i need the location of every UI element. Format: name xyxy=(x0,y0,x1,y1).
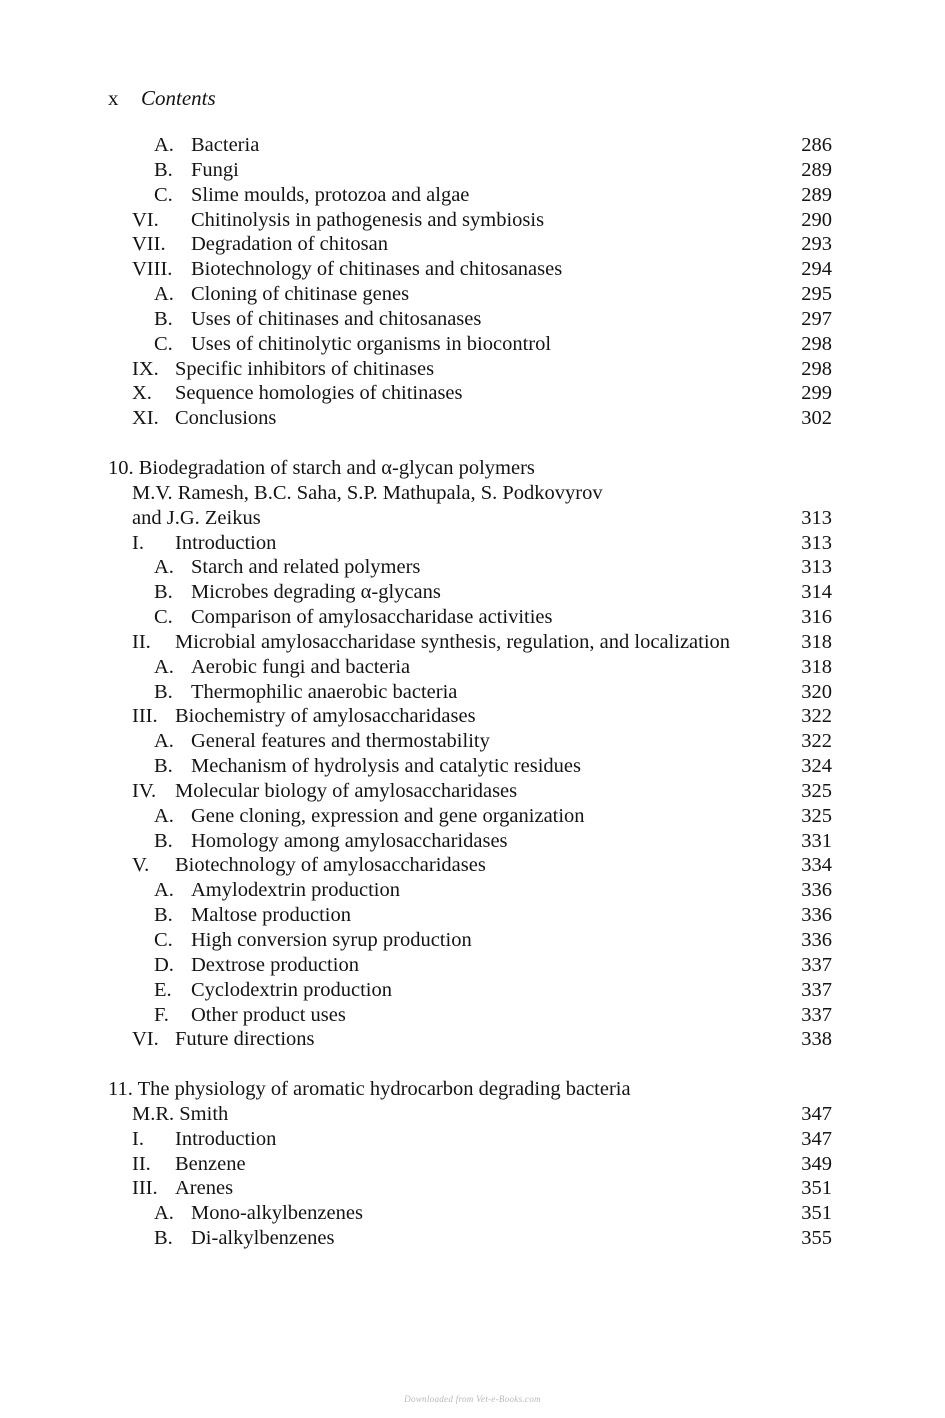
toc-entry xyxy=(108,183,832,208)
toc-entry xyxy=(108,1027,832,1052)
toc-entry xyxy=(108,1003,832,1028)
toc-entry xyxy=(108,1127,832,1152)
entry-page: 298 xyxy=(801,357,832,380)
toc-entry xyxy=(108,680,832,705)
running-header xyxy=(108,84,216,112)
entry-page: 336 xyxy=(801,879,832,902)
entry-title: Homology among amylosaccharidases xyxy=(191,829,508,852)
entry-title: Biochemistry of amylosaccharidases xyxy=(175,705,476,728)
entry-page: 325 xyxy=(801,779,832,802)
entry-title: Gene cloning, expression and gene organization xyxy=(191,804,585,827)
entry-title: Biotechnology of amylosaccharidases xyxy=(175,854,486,877)
entry-label: A. xyxy=(154,879,174,902)
entry-label: C. xyxy=(154,332,173,355)
entry-label: IX. xyxy=(132,357,159,380)
entry-title: Bacteria xyxy=(191,134,260,156)
entry-label: B. xyxy=(154,755,173,778)
entry-label: F. xyxy=(154,1003,169,1026)
entry-page: 320 xyxy=(801,680,832,703)
entry-label: A. xyxy=(154,1202,174,1225)
entry-label: I. xyxy=(132,531,144,554)
entry-page: 347 xyxy=(801,1102,832,1125)
entry-title: Cloning of chitinase genes xyxy=(191,283,410,306)
entry-page: 337 xyxy=(801,978,832,1001)
toc-entry xyxy=(108,829,832,854)
entry-title: General features and thermostability xyxy=(191,730,490,753)
entry-label: B. xyxy=(154,307,173,330)
entry-label: VIII. xyxy=(132,258,173,281)
entry-page: 351 xyxy=(801,1202,832,1225)
entry-page: 313 xyxy=(801,506,832,529)
toc-entry xyxy=(108,232,832,257)
entry-page: 322 xyxy=(801,730,832,753)
chapter-title: 10. Biodegradation of starch and α-glycan polymers xyxy=(108,456,535,479)
entry-label: III. xyxy=(132,705,158,728)
toc-entry xyxy=(108,332,832,357)
entry-page: 297 xyxy=(801,307,832,330)
entry-title: Chitinolysis in pathogenesis and symbiosis xyxy=(191,208,545,231)
toc-entry xyxy=(108,1226,832,1251)
entry-label: A. xyxy=(154,134,174,156)
entry-title: Amylodextrin production xyxy=(191,879,400,902)
toc-entry xyxy=(108,1201,832,1226)
chapter-authors: M.R. Smith 347 xyxy=(132,1102,832,1125)
entry-page: 294 xyxy=(801,258,832,281)
page-number: x xyxy=(108,86,119,110)
toc-entry xyxy=(108,953,832,978)
toc-entry xyxy=(108,605,832,630)
toc-entry xyxy=(108,1152,832,1177)
entry-page: 302 xyxy=(801,407,832,430)
entry-label: B. xyxy=(154,680,173,703)
entry-title: Dextrose production xyxy=(191,953,359,976)
entry-label: E. xyxy=(154,978,172,1001)
toc-entry xyxy=(108,208,832,233)
toc-entry xyxy=(108,133,832,158)
entry-page: 286 xyxy=(801,134,832,156)
entry-page: 316 xyxy=(801,606,832,629)
toc-entry xyxy=(108,406,832,431)
entry-title: High conversion syrup production xyxy=(191,929,472,951)
entry-label: C. xyxy=(154,183,173,206)
toc-entry xyxy=(108,630,832,655)
entry-title: Slime moulds, protozoa and algae xyxy=(191,183,470,206)
entry-label: B. xyxy=(154,1227,173,1250)
toc-entry xyxy=(108,158,832,183)
toc-entry xyxy=(108,779,832,804)
toc-entry xyxy=(108,531,832,556)
toc-entry xyxy=(108,357,832,382)
toc-entry xyxy=(108,804,832,829)
entry-page: 324 xyxy=(801,755,832,778)
entry-title: Cyclodextrin production xyxy=(191,978,392,1001)
entry-label: A. xyxy=(154,804,174,827)
entry-label: I. xyxy=(132,1127,144,1150)
entry-label: A. xyxy=(154,730,174,753)
entry-page: 331 xyxy=(801,829,832,852)
entry-page: 351 xyxy=(801,1177,832,1200)
entry-page: 349 xyxy=(801,1152,832,1175)
toc-entry xyxy=(108,704,832,729)
entry-page: 299 xyxy=(801,382,832,405)
entry-title: Molecular biology of amylosaccharidases xyxy=(175,779,518,802)
entry-title: Mechanism of hydrolysis and catalytic residues xyxy=(191,755,581,778)
entry-page: 298 xyxy=(801,332,832,355)
entry-page: 295 xyxy=(801,283,832,306)
entry-title: Specific inhibitors of chitinases xyxy=(175,357,435,380)
entry-label: II. xyxy=(132,1152,151,1175)
entry-page: 337 xyxy=(801,953,832,976)
toc-entry xyxy=(108,580,832,605)
entry-title: Introduction xyxy=(175,1127,277,1150)
entry-title: Thermophilic anaerobic bacteria xyxy=(191,680,458,703)
chapter-authors: and J.G. Zeikus 313 xyxy=(132,506,832,529)
entry-title: Arenes xyxy=(175,1177,234,1200)
entry-title: Microbes degrading α-glycans xyxy=(191,581,441,604)
entry-page: 334 xyxy=(801,854,832,877)
toc-entry xyxy=(108,257,832,282)
entry-title: Uses of chitinases and chitosanases xyxy=(191,307,482,330)
entry-page: 318 xyxy=(801,655,832,678)
toc-entry xyxy=(108,1176,832,1201)
entry-title: Uses of chitinolytic organisms in biocontrol xyxy=(191,332,552,355)
entry-page: 338 xyxy=(801,1028,832,1051)
entry-title: Degradation of chitosan xyxy=(191,233,388,256)
entry-label: VII. xyxy=(132,233,166,256)
entry-title: Introduction xyxy=(175,531,277,554)
entry-label: B. xyxy=(154,904,173,927)
entry-page: 337 xyxy=(801,1003,832,1026)
chapter-title: 11. The physiology of aromatic hydrocarbon degrading bacteria xyxy=(108,1078,631,1101)
entry-page: 347 xyxy=(801,1127,832,1150)
entry-title: Fungi xyxy=(191,158,239,181)
entry-page: 313 xyxy=(801,531,832,554)
entry-page: 355 xyxy=(801,1227,832,1250)
table-of-contents xyxy=(108,133,832,1251)
running-title: Contents xyxy=(141,86,216,110)
entry-title: Future directions xyxy=(175,1028,315,1051)
entry-label: IV. xyxy=(132,779,157,802)
entry-label: D. xyxy=(154,953,174,976)
toc-entry xyxy=(108,655,832,680)
chapter-authors: M.V. Ramesh, B.C. Saha, S.P. Mathupala, S. Podkovyrov xyxy=(132,481,603,504)
entry-title: Aerobic fungi and bacteria xyxy=(191,655,411,678)
toc-entry xyxy=(108,878,832,903)
entry-title: Comparison of amylosaccharidase activities xyxy=(191,606,553,629)
toc-entry xyxy=(108,754,832,779)
toc-entry xyxy=(108,381,832,406)
entry-page: 318 xyxy=(801,630,832,653)
entry-title: Starch and related polymers xyxy=(191,556,421,579)
entry-title: Other product uses xyxy=(191,1003,346,1026)
entry-page: 325 xyxy=(801,804,832,827)
toc-entry xyxy=(108,853,832,878)
toc-entry xyxy=(108,282,832,307)
toc-entry xyxy=(108,307,832,332)
entry-title: Microbial amylosaccharidase synthesis, regulation, and localization xyxy=(175,630,731,653)
entry-label: V. xyxy=(132,854,150,877)
entry-label: XI. xyxy=(132,407,159,430)
entry-page: 289 xyxy=(801,183,832,206)
entry-label: B. xyxy=(154,581,173,604)
watermark: Downloaded from Vet-e-Books.com xyxy=(404,1394,541,1404)
entry-label: III. xyxy=(132,1177,158,1200)
entry-label: X. xyxy=(132,382,152,405)
entry-page: 336 xyxy=(801,904,832,927)
entry-label: C. xyxy=(154,929,173,951)
toc-entry xyxy=(108,903,832,928)
entry-label: VI. xyxy=(132,1028,159,1051)
entry-page: 290 xyxy=(801,208,832,231)
entry-title: Sequence homologies of chitinases xyxy=(175,382,463,405)
toc-entry xyxy=(108,555,832,580)
entry-title: Di-alkylbenzenes xyxy=(191,1227,335,1250)
entry-title: Biotechnology of chitinases and chitosanases xyxy=(191,258,563,281)
toc-entry xyxy=(108,978,832,1003)
entry-page: 322 xyxy=(801,705,832,728)
entry-page: 336 xyxy=(801,929,832,951)
entry-page: 314 xyxy=(801,581,832,604)
entry-label: A. xyxy=(154,556,174,579)
entry-label: B. xyxy=(154,158,173,181)
entry-label: VI. xyxy=(132,208,159,231)
entry-label: B. xyxy=(154,829,173,852)
entry-label: C. xyxy=(154,606,173,629)
entry-title: Maltose production xyxy=(191,904,351,927)
toc-entry xyxy=(108,928,832,953)
entry-title: Benzene xyxy=(175,1152,246,1175)
entry-label: A. xyxy=(154,283,174,306)
entry-title: Conclusions xyxy=(175,407,277,430)
entry-page: 313 xyxy=(801,556,832,579)
entry-title: Mono-alkylbenzenes xyxy=(191,1202,363,1225)
entry-page: 293 xyxy=(801,233,832,256)
entry-page: 289 xyxy=(801,158,832,181)
toc-entry xyxy=(108,729,832,754)
entry-label: A. xyxy=(154,655,174,678)
entry-label: II. xyxy=(132,630,151,653)
